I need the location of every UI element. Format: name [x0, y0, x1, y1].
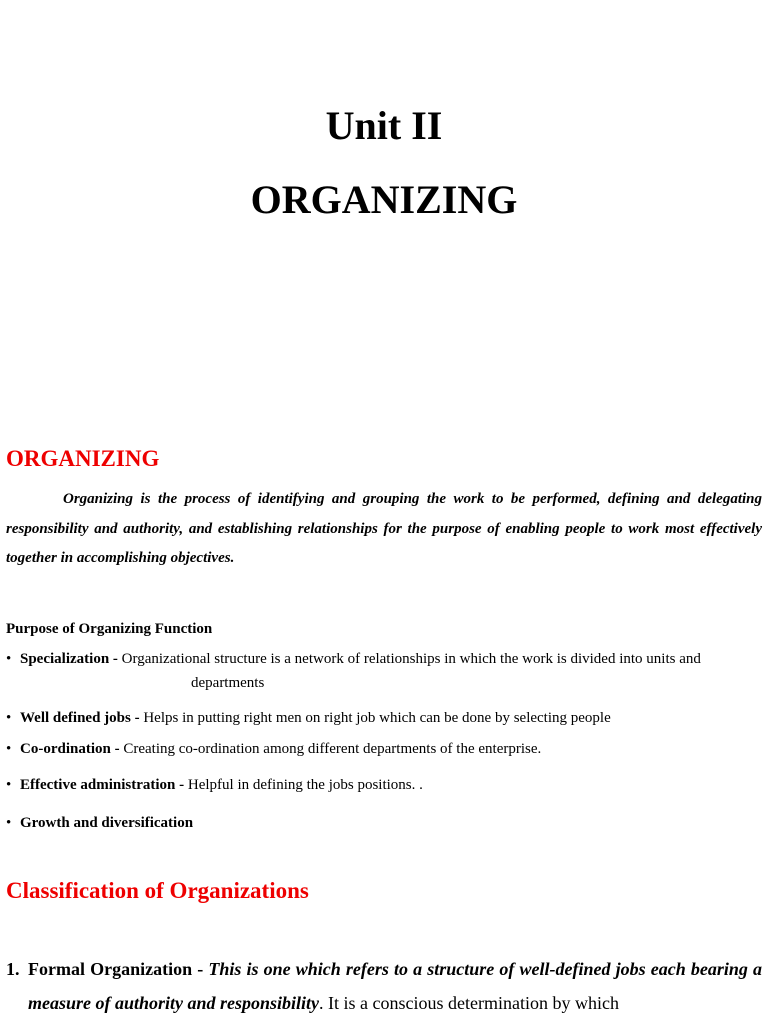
definition-paragraph [6, 485, 762, 574]
item-lead: Formal Organization - [28, 959, 204, 979]
bullet: • [6, 710, 12, 726]
list-item [6, 710, 762, 727]
list-item-term: Well defined jobs - [20, 710, 140, 726]
item-definition: This is one which refers to a structure of well-defined jobs each bearing a measure of authority and responsibility [28, 959, 762, 1013]
item-text: . It is a conscious determination by which [319, 993, 619, 1013]
item-number: 1. [6, 959, 20, 979]
numbered-item [6, 952, 762, 1020]
page-title: ORGANIZING [250, 177, 518, 222]
list-item-continuation: departments [191, 675, 265, 691]
list-item [6, 741, 762, 758]
list-item-text: Organizational structure is a network of relationships in which the work is divided into units and [121, 651, 701, 667]
section-heading-organizing: ORGANIZING [6, 446, 160, 471]
definition-text: Organizing is the process of identifying and grouping the work to be performed, defining and delegating responsibility and authority, and establishing relationships for the purpose of enabling people to work most effectively together in accomplishing objectives. [6, 491, 762, 566]
list-item [6, 815, 762, 832]
list-item-text: Creating co-ordination among different departments of the enterprise. [123, 741, 542, 757]
bullet: • [6, 815, 12, 831]
list-item-text: Helpful in defining the jobs positions. . [187, 777, 423, 793]
purpose-heading: Purpose of Organizing Function [6, 621, 213, 637]
bullet: • [6, 651, 12, 667]
unit-heading: Unit II [325, 103, 443, 148]
list-item-term: Effective administration - [20, 777, 185, 793]
list-item-term: Co-ordination - [20, 741, 120, 757]
list-item [6, 777, 762, 794]
list-item [6, 651, 762, 692]
list-item-text: Helps in putting right men on right job which can be done by selecting people [143, 710, 611, 726]
section-heading-classification: Classification of Organizations [6, 878, 309, 903]
bullet: • [6, 741, 12, 757]
list-item-term: Specialization - [20, 651, 118, 667]
list-item-term: Growth and diversification [20, 815, 194, 831]
bullet: • [6, 777, 12, 793]
